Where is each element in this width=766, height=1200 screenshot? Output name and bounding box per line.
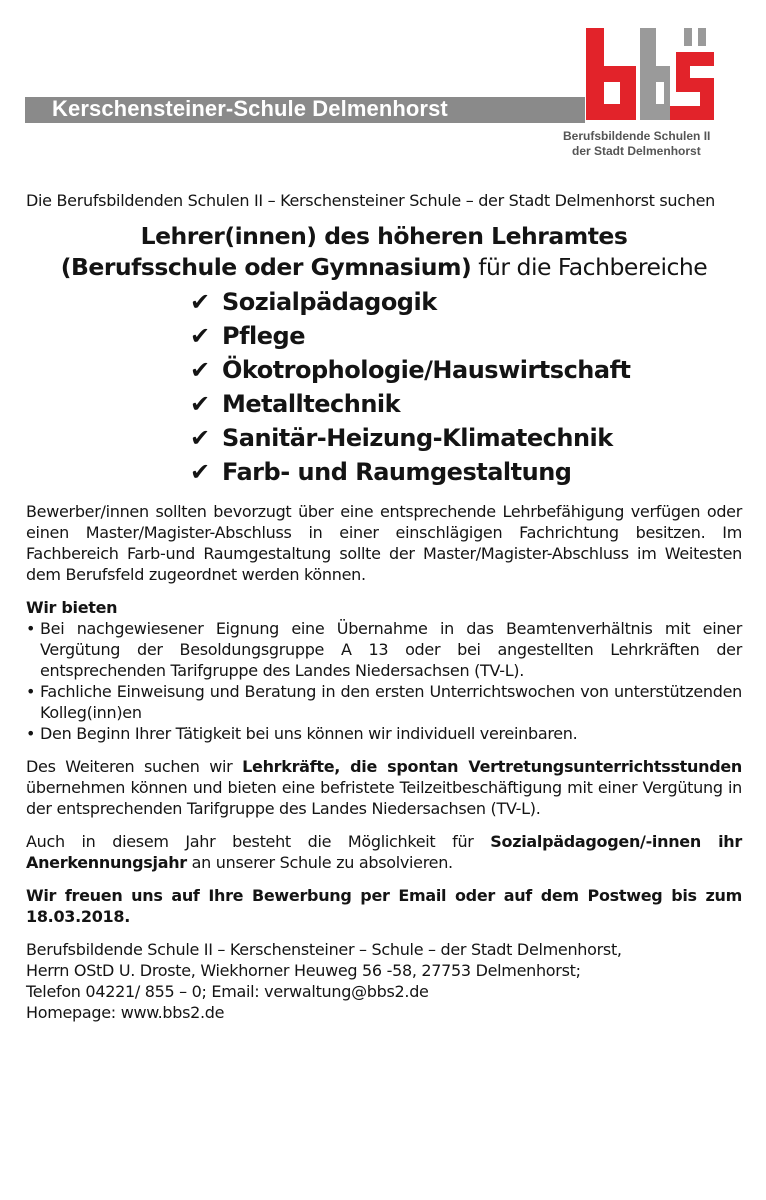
subject-list: [190, 285, 742, 489]
header: [0, 0, 766, 180]
substitute-text-post: übernehmen können und bieten eine befristete Teilzeitbeschäftigung mit einer Vergütung in der entsprechenden Tarifgruppe des Landes Niedersachsen (TV-L).: [26, 778, 742, 818]
subject-label: Ökotrophologie/Hauswirtschaft: [222, 356, 631, 384]
offer-item-text: Bei nachgewiesener Eignung eine Übernahme in das Beamtenverhältnis mit einer Vergütung der Besoldungsgruppe A 13 oder bei angestellten Lehrkräften der entsprechenden Tarifgruppe des Landes Niedersachsen (TV-L).: [40, 619, 742, 680]
checkmark-icon: ✔: [190, 390, 210, 418]
subject-item: [190, 285, 742, 319]
subject-item: [190, 421, 742, 455]
subject-item: [190, 319, 742, 353]
offer-section: [26, 597, 742, 744]
subject-label: Sanitär-Heizung-Klimatechnik: [222, 424, 613, 452]
logo-subtitle-line-2: der Stadt Delmenhorst: [572, 144, 701, 158]
substitute-text-bold: Lehrkräfte, die spontan Vertretungsunterrichtsstunden: [242, 757, 743, 776]
contact-line-1: Berufsbildende Schule II – Kerschensteiner – Schule – der Stadt Delmenhorst,: [26, 940, 622, 959]
offer-item-text: Fachliche Einweisung und Beratung in den ersten Unterrichtswochen von unterstützenden Kolleg(inn)en: [40, 682, 742, 722]
closing-text: Wir freuen uns auf Ihre Bewerbung per Email oder auf dem Postweg bis zum 18.03.2018.: [26, 886, 742, 926]
headline-school-types: (Berufsschule oder Gymnasium): [60, 253, 472, 281]
checkmark-icon: ✔: [190, 322, 210, 350]
recognition-text-post: an unserer Schule zu absolvieren.: [186, 853, 453, 872]
headline-subject-areas: für die Fachbereiche: [471, 253, 708, 281]
headline: [26, 221, 742, 283]
offer-item-text: Den Beginn Ihrer Tätigkeit bei uns können wir individuell vereinbaren.: [40, 724, 578, 743]
recognition-year-text: [26, 831, 742, 873]
subject-label: Farb- und Raumgestaltung: [222, 458, 572, 486]
subject-item: [190, 455, 742, 489]
contact-line-3: Telefon 04221/ 855 – 0; Email: verwaltung@bbs2.de: [26, 982, 429, 1001]
subject-label: Metalltechnik: [222, 390, 401, 418]
checkmark-icon: ✔: [190, 356, 210, 384]
bullet-icon: •: [26, 619, 36, 638]
subject-item: [190, 387, 742, 421]
subject-label: Sozialpädagogik: [222, 288, 437, 316]
checkmark-icon: ✔: [190, 458, 210, 486]
substitute-teachers-text: [26, 756, 742, 819]
checkmark-icon: ✔: [190, 424, 210, 452]
headline-line-2: [26, 252, 742, 283]
bullet-icon: •: [26, 724, 36, 743]
requirements-text: Bewerber/innen sollten bevorzugt über eine entsprechende Lehrbefähigung verfügen oder einen Master/Magister-Abschluss in einer einschlägigen Fachrichtung besitzen. Im Fachbereich Farb-und Raumgestaltung sollte der Master/Magister-Abschluss im Weitesten dem Berufsfeld zugeordnet werden können.: [26, 502, 742, 584]
offer-list: [26, 618, 742, 744]
logo-subtitle-line-1: Berufsbildende Schulen II: [563, 129, 711, 143]
bullet-icon: •: [26, 682, 36, 701]
offer-item: [26, 681, 742, 723]
job-ad-content: [26, 190, 742, 1023]
intro-text: Die Berufsbildenden Schulen II – Kerschensteiner Schule – der Stadt Delmenhorst suchen: [26, 191, 715, 210]
subject-item: [190, 353, 742, 387]
headline-line-1: Lehrer(innen) des höheren Lehramtes: [140, 222, 628, 250]
offer-item: [26, 723, 742, 744]
bbs-logo-icon: [580, 22, 720, 126]
contact-line-4: Homepage: www.bbs2.de: [26, 1003, 225, 1022]
offer-item: [26, 618, 742, 681]
logo-subtitle: [563, 129, 710, 159]
recognition-text-pre: Auch in diesem Jahr besteht die Möglichkeit für: [26, 832, 491, 851]
subject-label: Pflege: [222, 322, 305, 350]
substitute-text-pre: Des Weiteren suchen wir: [26, 757, 243, 776]
contact-line-2: Herrn OStD U. Droste, Wiekhorner Heuweg 56 -58, 27753 Delmenhorst;: [26, 961, 581, 980]
contact-block: [26, 939, 742, 1023]
offer-heading: Wir bieten: [26, 598, 118, 617]
school-name: Kerschensteiner-Schule Delmenhorst: [52, 96, 448, 121]
checkmark-icon: ✔: [190, 288, 210, 316]
recognition-text-bold: Sozialpädagogen/-innen ihr Anerkennungsjahr: [26, 832, 742, 872]
